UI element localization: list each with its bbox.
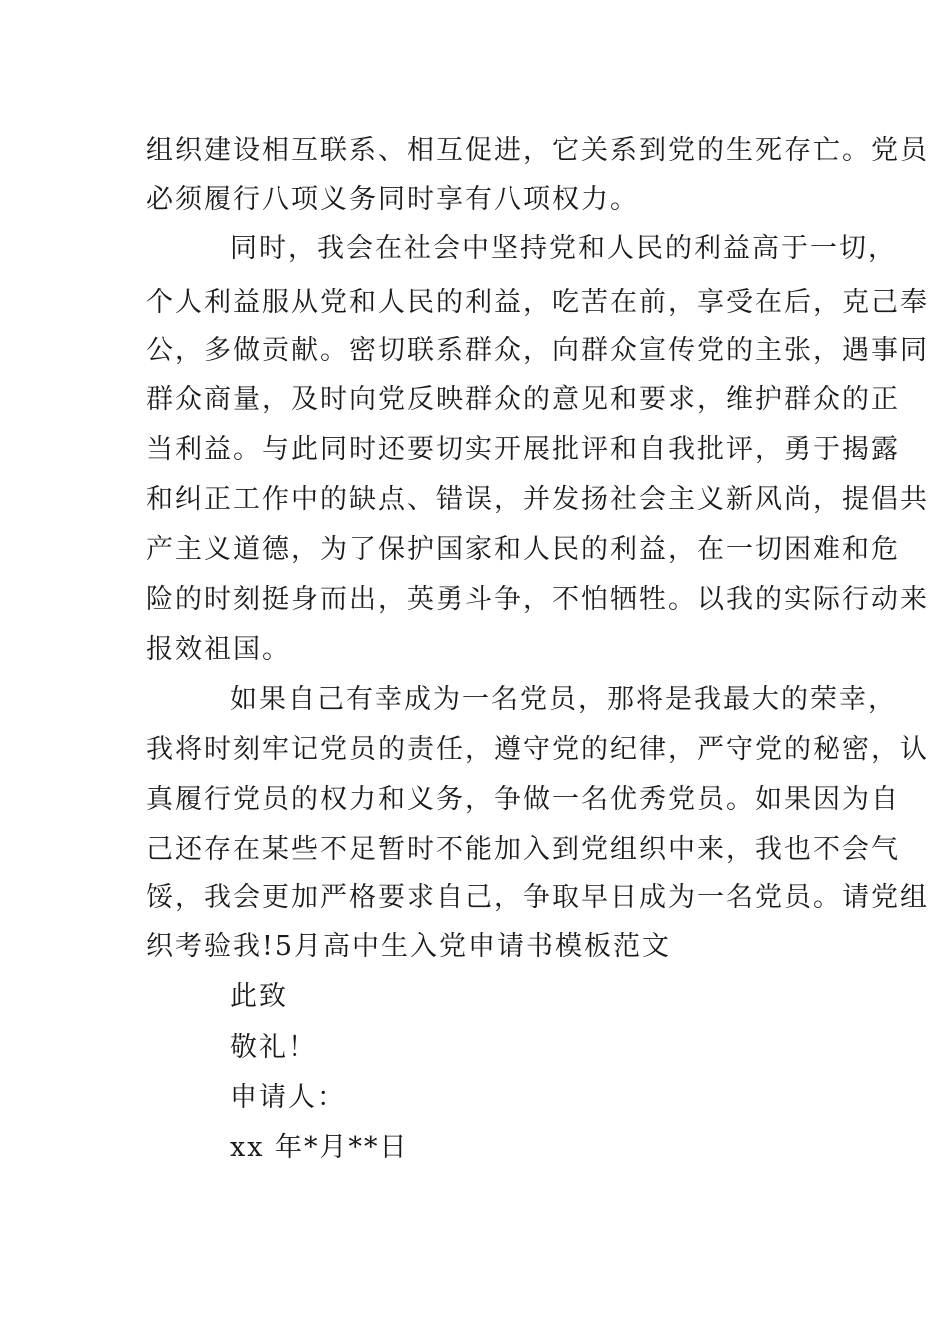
- body-line: 馁，我会更加严格要求自己，争取早日成为一名党员。请党组: [146, 882, 929, 913]
- body-line: 真履行党员的权力和义务，争做一名优秀党员。如果因为自: [146, 784, 900, 815]
- body-line: 个人利益服从党和人民的利益，吃苦在前，享受在后，克己奉: [146, 287, 929, 318]
- body-line: 我将时刻牢记党员的责任，遵守党的纪律，严守党的秘密，认: [146, 734, 929, 765]
- body-line: 报效祖国。: [146, 634, 291, 665]
- body-line: 组织建设相互联系、相互促进，它关系到党的生死存亡。党员: [146, 135, 929, 166]
- body-line: 和纠正工作中的缺点、错误，并发扬社会主义新风尚，提倡共: [146, 484, 929, 515]
- date-line: xx 年*月**日: [230, 1132, 409, 1163]
- closing-regards: 敬礼！: [230, 1032, 317, 1063]
- body-line: 必须履行八项义务同时享有八项权力。: [146, 184, 639, 215]
- body-line: 险的时刻挺身而出，英勇斗争，不怕牺牲。以我的实际行动来: [146, 584, 929, 615]
- body-line: 当利益。与此同时还要切实开展批评和自我批评，勇于揭露: [146, 434, 900, 465]
- body-line: 织考验我!5月高中生入党申请书模板范文: [146, 931, 672, 962]
- paragraph-start-line: 如果自己有幸成为一名党员，那将是我最大的荣幸，: [230, 684, 897, 715]
- body-line: 群众商量，及时向党反映群众的意见和要求，维护群众的正: [146, 384, 900, 415]
- paragraph-start-line: 同时，我会在社会中坚持党和人民的利益高于一切，: [230, 233, 897, 264]
- body-line: 公，多做贡献。密切联系群众，向群众宣传党的主张，遇事同: [146, 335, 929, 366]
- body-line: 产主义道德，为了保护国家和人民的利益，在一切困难和危: [146, 534, 900, 565]
- applicant-label: 申请人：: [230, 1082, 346, 1113]
- closing-salutation: 此致: [230, 981, 288, 1012]
- body-line: 己还存在某些不足暂时不能加入到党组织中来，我也不会气: [146, 834, 900, 865]
